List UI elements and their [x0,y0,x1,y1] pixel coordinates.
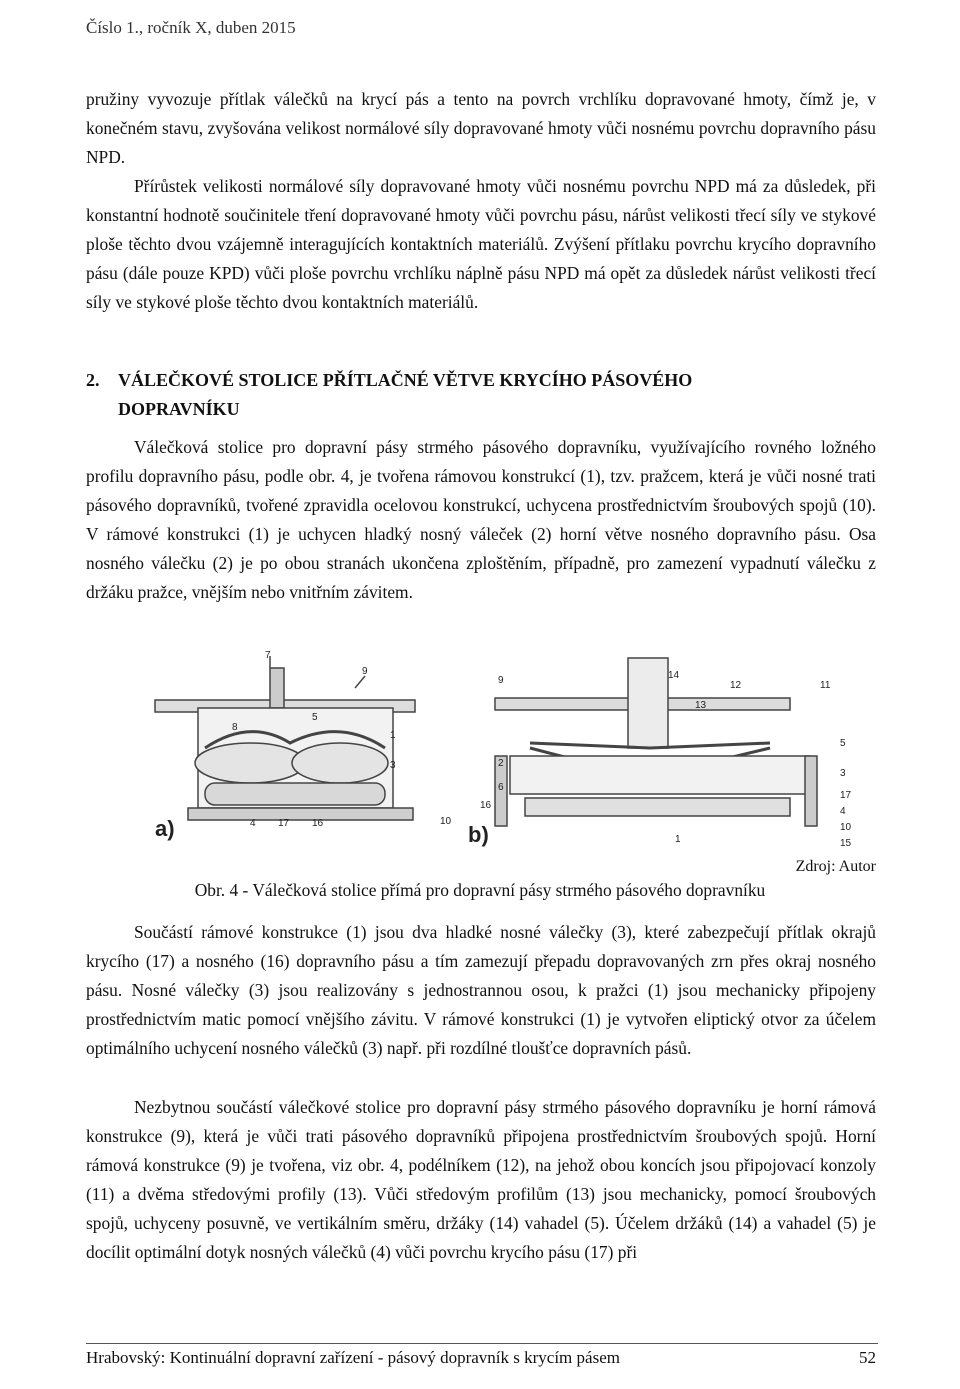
figure-caption: Obr. 4 - Válečková stolice přímá pro dopravní pásy strmého pásového dopravníku [194,880,766,900]
figure-source: Zdroj: Autor [795,858,876,875]
label-a-1: 1 [390,730,396,741]
issue-header: Číslo 1., ročník X, duben 2015 [86,18,296,37]
label-a-5: 5 [312,712,318,723]
label-b-11: 11 [820,680,831,691]
label-a: a) [155,816,175,841]
label-b-10: 10 [840,822,852,833]
label-b-9: 9 [498,675,504,686]
idler-frame-b [510,756,810,794]
label-a-17: 17 [278,818,290,829]
section-heading [86,366,876,424]
drawing-a [155,656,415,820]
label-b-4: 4 [840,806,846,817]
paragraph-2: Přírůstek velikosti normálové síly dopravované hmoty vůči nosnému povrchu NPD má za důsledek, při konstantní hodnotě součinitele tření dopravované hmoty vůči povrchu pásu, nárůst velikosti třecí síly ve stykové ploše těchto dvou vzájemně interagujících kontaktních materiálů. Zvýšení přítlaku povrchu krycího dopravního pásu (dále pouze KPD) vůči ploše povrchu vrchlíku náplně pásu NPD má opět za důsledek nárůst velikosti třecí síly ve stykové ploše těchto dvou kontaktních materiálů. [86,176,876,312]
footer-divider [86,1343,878,1344]
label-a-8: 8 [232,722,238,733]
section-number: 2. [86,370,100,390]
label-b: b) [468,822,489,847]
label-b-13: 13 [695,700,707,711]
label-b-5: 5 [840,738,846,749]
label-b-16: 16 [480,800,492,811]
label-a-3: 3 [390,760,396,771]
label-a-7: 7 [265,650,271,661]
drawing-b [495,658,817,826]
label-b-1: 1 [675,834,681,845]
figure-4 [150,648,860,853]
idler-drawings [150,648,860,853]
label-a-16: 16 [312,818,324,829]
paragraph-5: Nezbytnou součástí válečkové stolice pro dopravní pásy strmého pásového dopravníku je horní rámová konstrukce (9), která je vůči trati pásového dopravníků připojena prostřednictvím šroubových spojů. Horní rámová konstrukce (9) je tvořena, viz obr. 4, podélníkem (12), na jehož obou koncích jsou připojovací konzoly (11) a dvěma středovými profily (13). Vůči středovým profilům (13) jsou mechanicky, pomocí šroubových spojů, uchyceny posuvně, ve vertikálním směru, držáky (14) vahadel (5). Účelem držáků (14) a vahadel (5) je docílit optimální dotyk nosných válečků (4) vůči povrchu krycího pásu (17) při [86,1097,876,1262]
section-title-line1: VÁLEČKOVÉ STOLICE PŘÍTLAČNÉ VĚTVE KRYCÍHO PÁSOVÉHO [118,370,693,390]
label-b-14: 14 [668,670,680,681]
page-number: 52 [859,1348,876,1367]
label-b-2: 2 [498,758,504,769]
section-title-line2: DOPRAVNÍKU [118,399,240,419]
label-b-15: 15 [840,838,852,849]
label-b-12: 12 [730,680,742,691]
page-footer [86,1348,876,1368]
footer-title: Hrabovský: Kontinuální dopravní zařízení - pásový dopravník s krycím pásem [86,1348,620,1367]
paragraph-1: pružiny vyvozuje přítlak válečků na krycí pás a tento na povrch vrchlíku dopravované hmoty, čímž je, v konečném stavu, zvyšována velikost normálové síly dopravované hmoty vůči nosnému povrchu dopravního pásu NPD. [86,89,876,167]
paragraph-3: Válečková stolice pro dopravní pásy strmého pásového dopravníku, využívajícího rovného ložného profilu dopravního pásu, podle obr. 4, je tvořena rámovou konstrukcí (1), tzv. pražcem, která je vůči nosné trati pásového dopravníků, tvořené zpravidla ocelovou konstrukcí, uchycena prostřednictvím šroubových spojů (10). V rámové konstrukci (1) je uchycen hladký nosný váleček (2) horní větve nosného dopravního pásu. Osa nosného válečku (2) je po obou stranách ukončena zploštěním, případně, pro zamezení vypadnutí válečku z držáku pražce, vnějším nebo vnitřním závitem. [86,437,876,602]
label-b-6: 6 [498,782,504,793]
paragraph-4: Součástí rámové konstrukce (1) jsou dva hladké nosné válečky (3), které zabezpečují přítlak okrajů krycího (17) a nosného (16) dopravního pásu a tím zamezují přepadu dopravovaných zrn přes okraj nosného pásu. Nosné válečky (3) jsou realizovány s jednostrannou osou, k pražci (1) jsou mechanicky připojeny prostřednictvím matic pomocí vnějšího závitu. V rámové konstrukci (1) je vytvořen eliptický otvor za účelem optimálního uchycení nosného válečků (3) např. při rozdílné tloušťce dopravních pásů. [86,922,876,1058]
label-a-9: 9 [362,666,368,677]
label-a-10: 10 [440,816,452,827]
label-a-4: 4 [250,818,256,829]
label-b-3: 3 [840,768,846,779]
label-b-17: 17 [840,790,852,801]
